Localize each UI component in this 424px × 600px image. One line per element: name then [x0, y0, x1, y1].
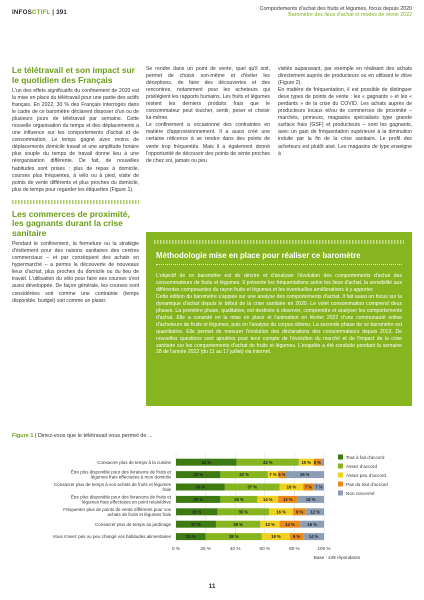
data-label: 18 % [305, 497, 316, 502]
column-3 [278, 66, 412, 158]
category-label: achats de fruits et légumes frais [107, 511, 171, 517]
legend-entry: Assez peu d'accord [346, 473, 386, 478]
data-label: 7 % [269, 472, 277, 478]
figure-1-chart [0, 440, 424, 570]
column-1 [12, 66, 139, 305]
category-label: Vous n'avez pas ou peu changé vos habitudes alimentaires [52, 534, 171, 540]
col2-paragraph-2: Le confinement a occasionné des contraintes en matière d'approvisionnement. Il a aussi créé une certaine réticence à se rendre dans des points de vente trop fréquentés. Mais il a également donné l'opportunité de découvrir des points de vente proches de chez soi, jamais ou peu [146, 122, 270, 164]
header-titles [260, 6, 412, 19]
header-title: Comportements d'achat des fruits et légumes, focus depuis 2020 [259, 6, 412, 12]
brand: INFOSCTIFL | 391 [12, 9, 68, 16]
data-label: 28 % [191, 509, 202, 515]
col2-paragraph-1: Se rendre dans un point de vente, quel qu'il soit, permet de choisir son-même et d'éviter les déceptions, de faire des découvertes et des rencontres, notamment pour les acheteurs qui privilégient les rapports humains. Les fruits et légumes restent les derniers produits frais que le consommateur peut toucher, sentir, peser et choisir lui-même. [146, 66, 271, 122]
category-label: Consacrer plus de temps à la cuisine [97, 459, 171, 465]
legend-swatch [338, 473, 343, 478]
data-label: 26 % [299, 472, 310, 478]
data-label: 16 % [286, 484, 297, 490]
x-tick-label: 100 % [317, 545, 331, 551]
data-label: 12 % [310, 509, 320, 515]
page-number: 11 [208, 583, 216, 590]
data-label: 7 % [315, 484, 323, 490]
page-header [12, 6, 412, 26]
data-label: 19 % [271, 534, 281, 540]
x-tick-label: 0 % [172, 545, 180, 551]
category-label: Fréquenter plus de points de vente différents pour vos [63, 506, 171, 512]
x-tick-label: 60 % [259, 545, 271, 551]
data-label: 38 % [228, 534, 239, 540]
figure-label: Figure 1 [12, 433, 34, 439]
data-label: 7 % [304, 484, 313, 490]
data-label: 27 % [191, 521, 201, 527]
data-label: 41 % [201, 459, 212, 465]
methodology-paragraph-1: L'objectif de ce baromètre est de décrire et d'analyser l'évolution des comportements d'achat des consommateurs de fruits et légumes. Il présente les fréquentations selon les lieux d'achat, la sensibilité aux différentes composantes du rayon fruits et légumes et les éventuelles améliorations à y apporter. [156, 273, 402, 293]
data-label: 16 % [276, 509, 286, 515]
category-label: légumes frais effectuées à mon domicile [90, 474, 171, 480]
dotted-divider [12, 200, 139, 204]
legend-entry: Pas du tout d'accord [346, 482, 388, 487]
legend-swatch [338, 491, 343, 496]
data-label: 32 % [239, 472, 249, 478]
header-subtitle: Baromètre des lieux d'achat et modes de vente 2022 [288, 12, 412, 19]
category-label: Consacrer plus de temps au jardinage [94, 521, 171, 527]
category-label: frais [162, 487, 171, 493]
data-label: 20 % [186, 534, 196, 540]
data-label: 13 % [282, 497, 293, 502]
data-label: 9 % [295, 509, 304, 515]
data-label: 14 % [262, 497, 273, 502]
data-label: 30 % [233, 521, 243, 527]
data-label: 30 % [193, 497, 203, 502]
data-label: 30 % [193, 472, 203, 478]
data-label: 10 % [301, 459, 312, 465]
legend-entry: Tout à fait d'accord [346, 455, 385, 460]
data-label: 13 % [265, 521, 275, 527]
section-heading-commerces: Les commerces de proximité, les gagnants durant la crise sanitaire [12, 208, 130, 238]
x-tick-label: 40 % [229, 545, 241, 551]
legend-swatch [338, 464, 343, 469]
legend-swatch [338, 482, 343, 487]
col3-paragraph-2: En matière de fréquentation, il est possible de distinguer deux types de points de vente : les « gagnants » et les « perdants » de la crise du COVID. Les achats auprès de producteurs locaux et/ou de commerces de proximité – marchés, primeurs, magasins spécialisés type grande surface frais (GSF) et producteurs – sont les gagnants, avec un gain de fréquentation supérieure à la diminution induite par la fin de la crise sanitaire. Le profil des acheteurs est plutôt aisé. Les magasins de type enseigne à [278, 87, 412, 157]
legend-entry: Non concerné [346, 491, 375, 496]
x-tick-label: 20 % [200, 545, 211, 551]
data-label: 16 % [307, 521, 317, 527]
x-tick-label: 80 % [289, 545, 300, 551]
category-label: légumes frais effectuées en point relais/drive [82, 499, 171, 505]
data-label: 14 % [285, 521, 295, 527]
methodology-heading: Méthodologie mise en place pour réaliser ce baromètre [156, 251, 361, 260]
data-label: 5 % [313, 459, 321, 465]
figure-title [12, 433, 153, 439]
category-label: Être plus disponible pour des livraisons de fruits et [70, 494, 171, 500]
box-dotted-top [154, 240, 404, 244]
data-label: 25 % [234, 497, 244, 502]
data-label: 35 % [238, 509, 249, 515]
category-label: Être plus disponible pour des livraisons de fruits et [70, 469, 171, 475]
legend-swatch [338, 455, 343, 460]
section-body-commerces: Pendant le confinement, la fermeture ou la stratégie d'évitement pour des raisons sanitaires des centres commerciaux – et par conséquent des achats en hypermarché – a permis la découverte de nouveaux lieux d'achat, plus proches du domicile ou du lieu de travail. L'utilisation du vélo pour faire ses courses s'est aussi développée. De façon générale, les courses sont considérées soit comme une contrainte (temps disponible, budget) soit comme un plaisir. [12, 241, 139, 304]
data-label: 37 % [247, 484, 257, 490]
data-label: 33 % [195, 484, 206, 490]
data-label: 9 % [293, 534, 301, 540]
chart-note: Base : 449 répondants [313, 554, 360, 560]
methodology-text [156, 273, 402, 356]
data-label: 5 % [278, 472, 286, 478]
box-dotted-line [156, 264, 402, 265]
methodology-box [146, 232, 412, 406]
bar-segment [321, 459, 324, 466]
column-2 [146, 66, 270, 165]
category-label: Consacrer plus de temps à vos achats de fruits et légumes [53, 482, 171, 488]
section-body-teletravail: L'un des effets significatifs du confinement de 2020 est la mise en place du télétravail pour une partie des actifs français. En 2022, 30 % des Français interrogés dans le cadre de ce baromètre déclarent disposer d'un ou de plusieurs jours de télétravail par semaine. Cette nouvelle organisation du temps et des déplacements a une influence sur les comportements d'achat et de consommation. Le temps gagné avec moins de déplacements domicile travail et une amplitude horaire plus souple du temps de travail donne lieu à une réorganisation différente. De fait, de nouvelles habitudes sont prises : plus de repas à domicile, courses plus fréquentes, à vélo ou à pied, visite de points de vente différents et plus proches du domicile, plus de temps pour regarder les étiquettes (Figure 1). [12, 88, 139, 193]
figure-caption: | Diriez-vous que le télétravail vous permet de ... [33, 433, 153, 439]
col3-paragraph-1: visités auparavant, par exemple en réalisant des achats directement auprès de producteurs ou en utilisant le drive (Figure 2). [278, 66, 412, 87]
legend-entry: Assez d'accord [346, 464, 378, 469]
stacked-bar-chart [0, 440, 424, 570]
data-label: 14 % [308, 534, 319, 540]
data-label: 42 % [262, 459, 273, 465]
methodology-paragraph-2: Cette édition du baromètre s'appuie sur une analyse des comportements d'achat. Il fait aussi un focus sur la dynamique d'achat depuis le début de la crise sanitaire en 2020. Le volet consommation comprend deux phases. La première phase, qualitative, est destinée à observer, comprendre et analyser les comportements d'achat. Elle a consisté en la mise en place et l'animation en février 2022 d'une communauté online d'acheteurs de fruits et légumes, puis en l'analyse du corpus obtenu. La seconde phase de ce baromètre est quantitative. Elle permet de mesurer l'évolution des déclarations des consommateurs depuis 2013. De nouvelles questions sont ajoutées pour tenir compte de l'évolution du marché et de l'impact de la crise sanitaire sur les comportements d'achat de fruits et légumes. L'enquête a été conduite pendant la semaine 28 de l'année 2022 (du 11 au 17 juillet) via internet. [156, 293, 402, 356]
section-heading-teletravail: Le télétravail et son impact sur le quotidien des Français [12, 65, 135, 85]
